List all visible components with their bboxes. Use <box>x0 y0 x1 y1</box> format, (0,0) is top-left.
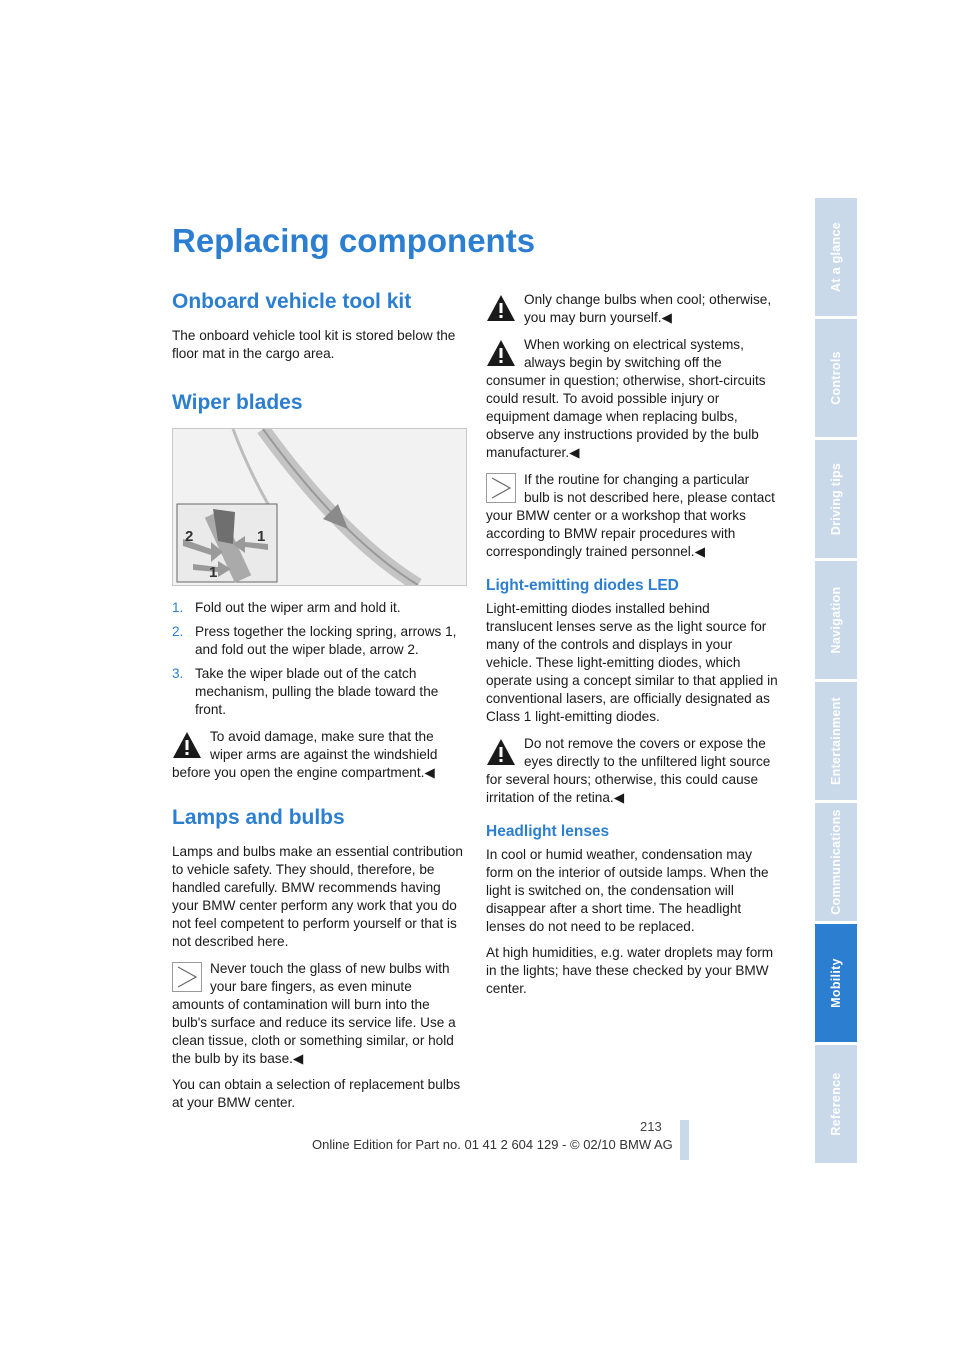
tab-label: Communications <box>829 809 843 915</box>
tab-driving-tips[interactable] <box>815 440 857 558</box>
note-text: Never touch the glass of new bulbs with your bare fingers, as even minute amounts of contamination will burn into the bulb's surface and reduce its service life. Use a clean tissue, cloth or something similar, or hold the bulb by its base.◀ <box>172 961 456 1067</box>
tab-label: Controls <box>829 351 843 405</box>
tab-label: Driving tips <box>829 462 843 536</box>
note-arrow-icon <box>486 473 516 503</box>
left-column <box>172 290 464 1120</box>
lamps-paragraph: Lamps and bulbs make an essential contribution to vehicle safety. They should, therefore, be handled carefully. BMW recommends having your BMW center perform any work that you do not feel competent to perform yourself or that is not described here. <box>172 844 463 950</box>
tab-label: At a glance <box>829 222 843 292</box>
tab-mobility[interactable] <box>815 924 857 1042</box>
warning-triangle-icon <box>486 293 516 323</box>
warning-note-wiper <box>172 727 464 782</box>
page-number: 213 <box>640 1119 662 1134</box>
tab-reference[interactable] <box>815 1045 857 1163</box>
replacement-bulbs-paragraph: You can obtain a selection of replacement bulbs at your BMW center. <box>172 1077 461 1111</box>
list-item <box>172 599 464 617</box>
tab-label: Navigation <box>829 586 843 654</box>
note-text: If the routine for changing a particular bulb is not described here, please contact your BMW center or a workshop that works according to BMW repair procedures with correspondingly trained personnel.◀ <box>486 472 775 559</box>
step-text: Press together the locking spring, arrows 1, and fold out the wiper blade, arrow 2. <box>195 624 457 658</box>
footer-edition-text: Online Edition for Part no. 01 41 2 604 129 - © 02/10 BMW AG <box>312 1137 673 1152</box>
right-column <box>486 290 778 1006</box>
list-item <box>172 665 464 719</box>
section-heading-lamps: Lamps and bulbs <box>172 806 345 830</box>
tab-entertainment[interactable] <box>815 682 857 800</box>
page-title: Replacing components <box>172 222 536 259</box>
figure-label-2: 2 <box>185 528 194 546</box>
headlight-paragraph: In cool or humid weather, condensation may form on the interior of outside lamps. When the light is switched on, the condensation will disappear after a short time. The headlight lenses do not need to be replaced. <box>486 847 769 934</box>
tab-at-a-glance[interactable] <box>815 198 857 316</box>
section-heading-wiper-blades: Wiper blades <box>172 391 303 415</box>
wiper-blade-figure <box>172 428 467 586</box>
step-number: 3. <box>172 666 184 682</box>
tab-label: Entertainment <box>829 697 843 785</box>
warning-triangle-icon <box>486 338 516 368</box>
wiper-steps-list <box>172 599 464 719</box>
section-heading-toolkit: Onboard vehicle tool kit <box>172 290 412 313</box>
humidity-paragraph: At high humidities, e.g. water droplets may form in the lights; have these checked by your BMW center. <box>486 945 774 996</box>
toolkit-paragraph: The onboard vehicle tool kit is stored below the floor mat in the cargo area. <box>172 328 456 362</box>
warning-text: Do not remove the covers or expose the eyes directly to the unfiltered light source for several hours; otherwise, this could cause irritation of the retina.◀ <box>486 736 771 805</box>
info-note-routine <box>486 470 778 561</box>
footer-bar <box>680 1120 689 1160</box>
note-arrow-icon <box>172 962 202 992</box>
tab-communications[interactable] <box>815 803 857 921</box>
step-number: 1. <box>172 600 184 616</box>
list-item <box>172 623 464 659</box>
warning-note-led <box>486 734 778 807</box>
wiper-illustration <box>173 429 466 585</box>
warning-note-hot-bulbs <box>486 290 778 327</box>
warning-text: When working on electrical systems, always begin by switching off the consumer in question; otherwise, short-circuits could result. To avoid possible injury or equipment damage when replacing bulbs, observe any instructions provided by the bulb manufacturer.◀ <box>486 337 766 460</box>
warning-text: Only change bulbs when cool; otherwise, you may burn yourself.◀ <box>524 292 772 325</box>
warning-triangle-icon <box>486 737 516 767</box>
info-note-bulbs <box>172 959 464 1068</box>
figure-label-1a: 1 <box>209 564 218 582</box>
tab-controls[interactable] <box>815 319 857 437</box>
tab-label: Mobility <box>829 958 843 1008</box>
tab-navigation[interactable] <box>815 561 857 679</box>
step-text: Take the wiper blade out of the catch mechanism, pulling the blade toward the front. <box>195 666 439 718</box>
section-heading-headlight: Headlight lenses <box>486 823 610 840</box>
led-paragraph: Light-emitting diodes installed behind translucent lenses serve as the light source for many of the controls and displays in your vehicle. These light-emitting diodes, which operate using a concept similar to that applied in conventional lasers, are officially designated as Class 1 light-emitting diodes. <box>486 601 778 724</box>
warning-text: To avoid damage, make sure that the wiper arms are against the windshield before you open the engine compartment.◀ <box>172 729 438 781</box>
warning-triangle-icon <box>172 730 202 760</box>
figure-label-1b: 1 <box>257 528 266 546</box>
step-number: 2. <box>172 624 184 640</box>
section-heading-led: Light-emitting diodes LED <box>486 577 679 594</box>
tab-label: Reference <box>829 1072 843 1136</box>
side-section-tabs <box>815 198 857 1166</box>
step-text: Fold out the wiper arm and hold it. <box>195 600 401 616</box>
warning-note-electrical <box>486 335 778 462</box>
